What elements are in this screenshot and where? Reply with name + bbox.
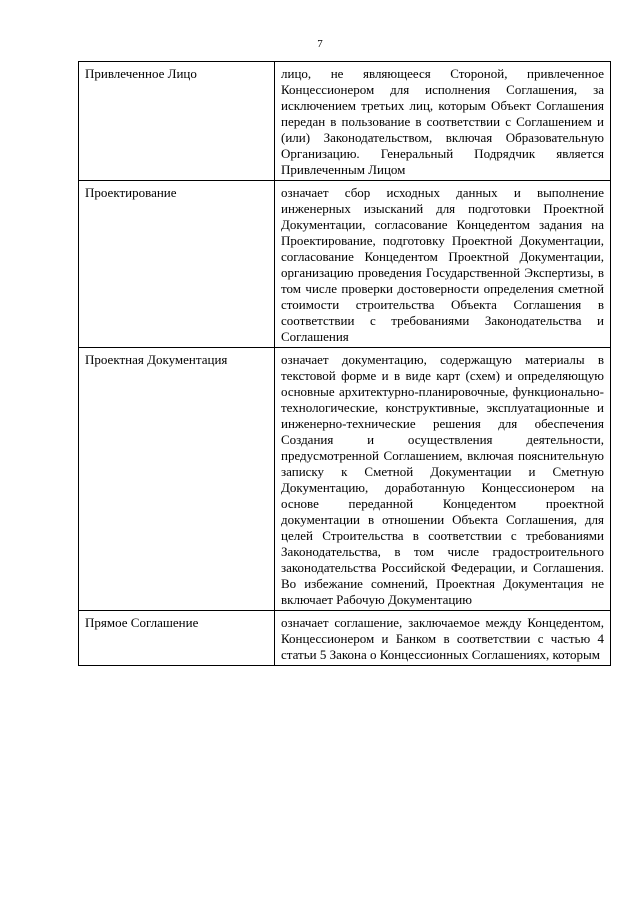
definition-cell: лицо, не являющееся Стороной, привлеченное Концессионером для исполнения Соглашения, за исключением третьих лиц, которым Объект Соглашения передан в пользование в соответствии с Соглашением и (или) Законодательством, включая Образовательную Организацию. Генеральный Подрядчик является Привлеченным Лицом: [275, 62, 611, 181]
term-cell: Привлеченное Лицо: [79, 62, 275, 181]
term-cell: Проектная Документация: [79, 348, 275, 611]
table-row: [79, 611, 611, 666]
table-row: [79, 181, 611, 348]
term-cell: Прямое Соглашение: [79, 611, 275, 666]
definitions-table: [78, 61, 611, 666]
definition-cell: означает соглашение, заключаемое между Концедентом, Концессионером и Банком в соответствии с частью 4 статьи 5 Закона о Концессионных Соглашениях, которым: [275, 611, 611, 666]
table-row: [79, 348, 611, 611]
definition-cell: означает сбор исходных данных и выполнение инженерных изысканий для подготовки Проектной Документации, согласование Концедентом задания на Проектирование, подготовку Проектной Документации, согласование Концедентом Проектной Документации, организацию проведения Государственной Экспертизы, в том числе проверки достоверности определения сметной стоимости строительства Объекта Соглашения в соответствии с требованиями Законодательства и Соглашения: [275, 181, 611, 348]
definition-cell: означает документацию, содержащую материалы в текстовой форме и в виде карт (схем) и определяющую основные архитектурно-планировочные, функционально-технологические, конструктивные, эксплуатационные и инженерно-технические решения для обеспечения Создания и осуществления деятельности, предусмотренной Соглашением, включая пояснительную записку к Сметной Документации и Сметную Документацию, доработанную Концессионером на основе переданной Концедентом проектной документации в отношении Объекта Соглашения, для целей Строительства в соответствии с требованиями Законодательства, в том числе градостроительного законодательства Российской Федерации, и Соглашения. Во избежание сомнений, Проектная Документация не включает Рабочую Документацию: [275, 348, 611, 611]
page-number: 7: [317, 38, 323, 50]
term-cell: Проектирование: [79, 181, 275, 348]
table-row: [79, 62, 611, 181]
